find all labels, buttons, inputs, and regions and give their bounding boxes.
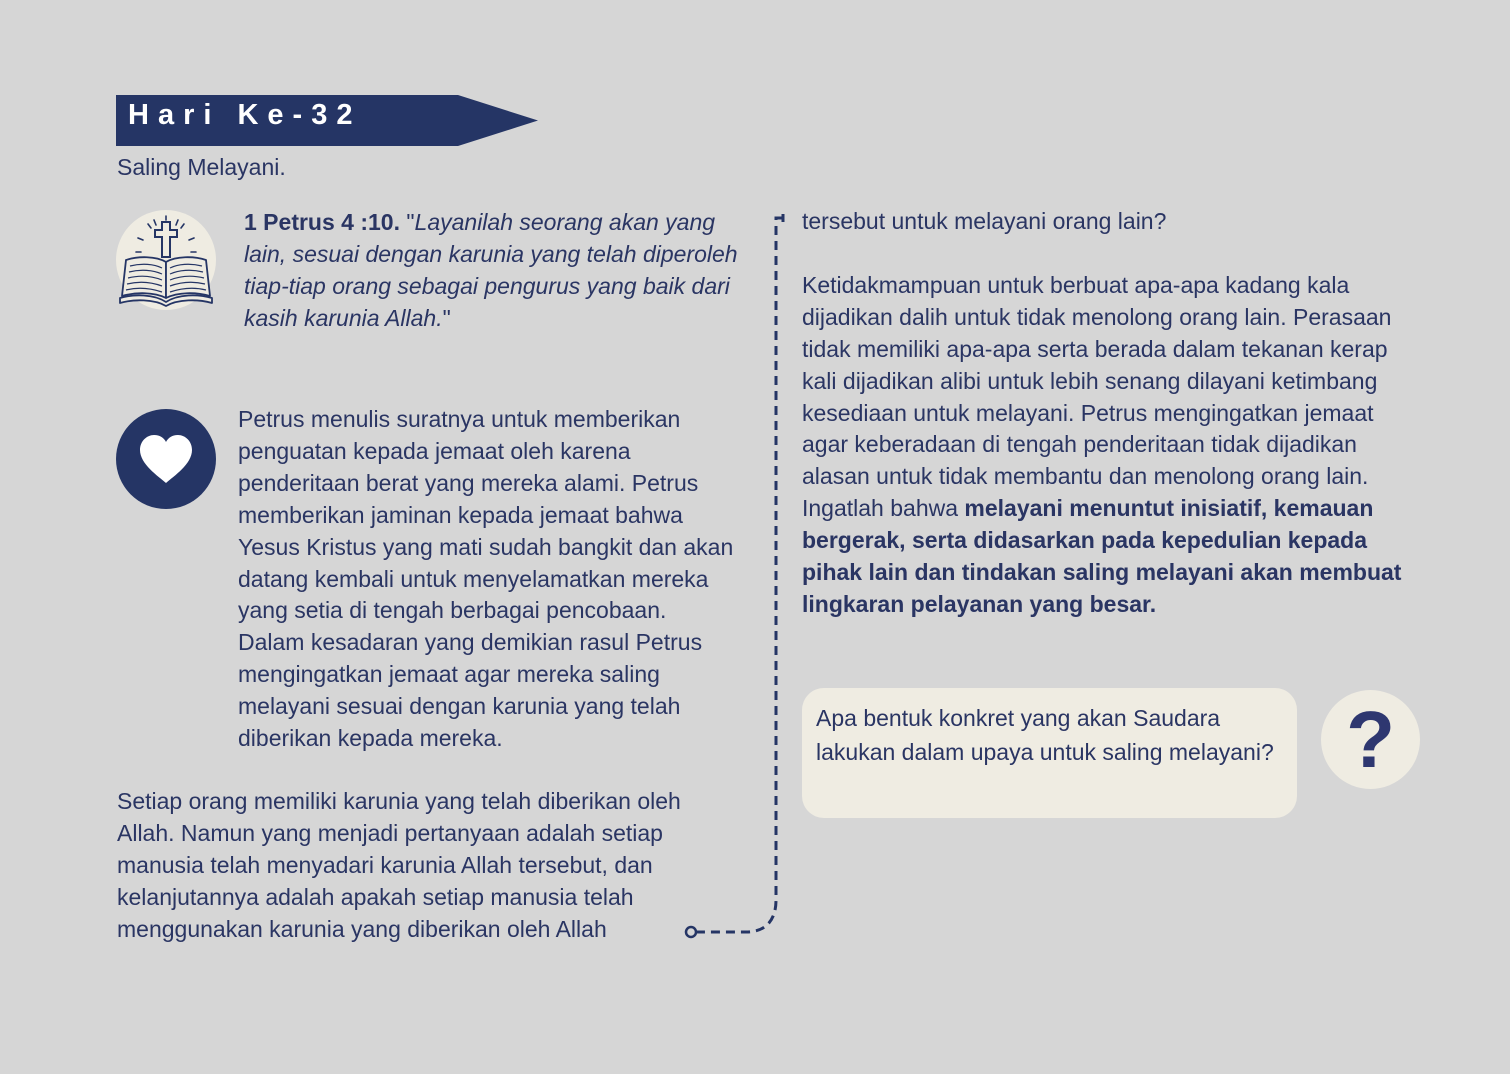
question-mark-glyph: ?	[1346, 695, 1395, 784]
bible-cross-icon	[116, 210, 216, 310]
page-subtitle: Saling Melayani.	[117, 154, 286, 180]
reflection-paragraph-3-wrap	[802, 270, 1422, 621]
verse-reference: 1 Petrus 4 :10.	[244, 209, 400, 235]
right-column	[802, 206, 1422, 621]
heart-icon	[116, 409, 216, 509]
verse-open-quote: "	[399, 209, 415, 235]
bible-verse	[244, 206, 744, 334]
question-mark-icon	[1321, 690, 1420, 789]
reflection-paragraph-2: Setiap orang memiliki karunia yang telah diberikan oleh Allah. Namun yang menjadi pertanyaan adalah setiap manusia telah menyadari karunia Allah tersebut, dan kelanjutannya adalah apakah setiap manusia telah menggunakan karunia yang diberikan oleh Allah	[117, 788, 681, 942]
reflection-question: Apa bentuk konkret yang akan Saudara lakukan dalam upaya untuk saling melayani?	[802, 688, 1297, 818]
verse-text: Layanilah seorang akan yang lain, sesuai dengan karunia yang telah diperoleh tiap-tiap orang sebagai pengurus yang baik dari kasih karunia Allah.	[244, 209, 738, 331]
reflection-emphasis: melayani menuntut inisiatif, kemauan bergerak, serta didasarkan pada kepedulian kepada pihak lain dan tindakan saling melayani akan membuat lingkaran pelayanan yang besar.	[802, 495, 1402, 617]
continuation-connector	[680, 210, 790, 940]
reflection-continuation: tersebut untuk melayani orang lain?	[802, 208, 1167, 234]
reflection-paragraph-1: Petrus menulis suratnya untuk memberikan penguatan kepada jemaat oleh karena penderitaan berat yang mereka alami. Petrus memberikan jaminan kepada jemaat bahwa Yesus Kristus yang mati sudah bangkit dan akan datang kembali untuk menyelamatkan mereka yang setia di tengah berbagai pencobaan. Dalam kesadaran yang demikian rasul Petrus mengingatkan jemaat agar mereka saling melayani sesuai dengan karunia yang telah diberikan kepada mereka.	[238, 406, 734, 752]
day-label: Hari Ke-32	[128, 99, 362, 131]
verse-close-quote: "	[442, 305, 451, 331]
reflection-paragraph-3: Ketidakmampuan untuk berbuat apa-apa kadang kala dijadikan dalih untuk tidak menolong orang lain. Perasaan tidak memiliki apa-apa serta berada dalam tekanan kerap kali dijadikan alibi untuk lebih senang dilayani ketimbang kesediaan untuk melayani. Petrus mengingatkan jemaat agar keberadaan di tengah penderitaan tidak dijadikan alasan untuk tidak membantu dan menolong orang lain. Ingatlah bahwa	[802, 271, 1392, 522]
day-banner	[116, 95, 538, 146]
